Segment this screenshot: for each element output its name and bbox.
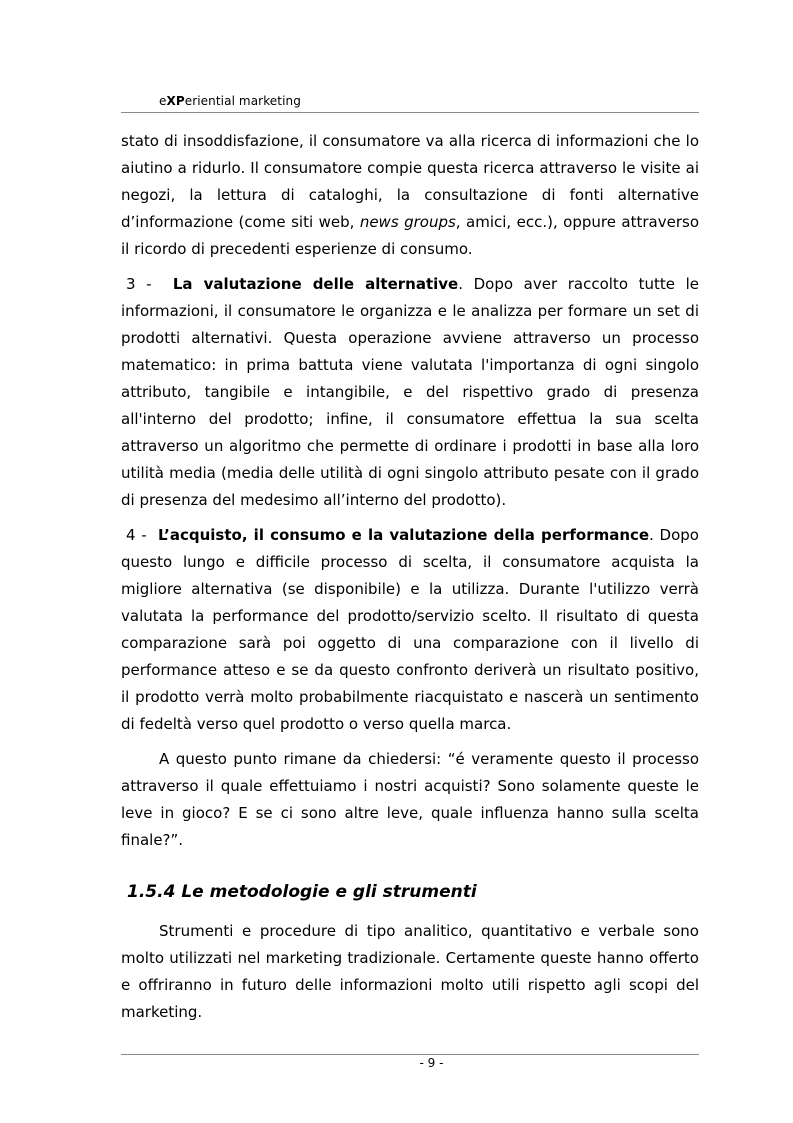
header-prefix-e: e <box>159 94 167 108</box>
list-item-3-number: 3 - <box>126 275 152 293</box>
paragraph-1-end: , amici, ecc.), oppure attraverso il ricordo di precedenti esperienze di consumo. <box>121 213 699 258</box>
header-rule <box>121 112 699 113</box>
header-prefix-xp: XP <box>166 94 185 108</box>
list-item-3-text: . Dopo aver raccolto tutte le informazioni, il consumatore le organizza e le analizza per formare un set di prodotti alternativi. Questa operazione avviene attraverso un processo matematico: in prima battuta viene valutata l'importanza di ogni singolo attributo, tangibile e intangibile, e del rispettivo grado di presenza all'interno del prodotto; infine, il consumatore effettua la sua scelta attraverso un algoritmo che permette di ordinare i prodotti in base alla loro utilità media (media delle utilità di ogni singolo attributo pesate con il grado di presenza del medesimo all’interno del prodotto). <box>121 275 700 509</box>
paragraph-question: A questo punto rimane da chiedersi: “é veramente questo il processo attraverso il quale effettuiamo i nostri acquisti? Sono solamente queste le leve in gioco? E se ci sono altre leve, quale influenza hanno sulla scelta finale?”. <box>121 750 699 849</box>
list-item-4-number: 4 - <box>126 526 147 544</box>
list-item-4 <box>121 522 699 738</box>
footer-rule <box>121 1054 699 1055</box>
section-text <box>121 918 699 1026</box>
list-item-4-title: L’acquisto, il consumo e la valutazione della performance <box>158 526 650 544</box>
header-suffix: eriential marketing <box>184 94 301 108</box>
paragraph-continuation <box>121 128 699 263</box>
paragraph-1-text: stato di insoddisfazione, il consumatore va alla ricerca di informazioni che lo aiutino a ridurlo. Il consumatore compie questa ricerca attraverso le visite ai negozi, la lettura di cataloghi, la consultazione di fonti alternative d’informazione (come siti web, <box>121 132 699 231</box>
list-item-3-title: La valutazione delle alternative <box>172 275 459 293</box>
list-item-4-text: . Dopo questo lungo e difficile processo di scelta, il consumatore acquista la migliore alternativa (se disponibile) e la utilizza. Durante l'utilizzo verrà valutata la performance del prodotto/servizio scelto. Il risultato di questa comparazione sarà poi oggetto di una comparazione con il livello di performance atteso e se da questo confronto deriverà un risultato positivo, il prodotto verrà molto probabilmente riacquistato e nascerà un sentimento di fedeltà verso quel prodotto o verso quella marca. <box>121 526 699 733</box>
running-header <box>159 94 301 108</box>
main-text <box>121 128 699 854</box>
paragraph-1-italic: news groups <box>359 213 456 231</box>
list-item-3 <box>121 271 699 514</box>
page-number: - 9 - <box>419 1056 444 1070</box>
section-heading: 1.5.4 Le metodologie e gli strumenti <box>127 882 477 902</box>
section-paragraph-1: Strumenti e procedure di tipo analitico, quantitativo e verbale sono molto utilizzati nel marketing tradizionale. Certamente queste hanno offerto e offriranno in futuro delle informazioni molto utili rispetto agli scopi del marketing. <box>121 922 699 1021</box>
